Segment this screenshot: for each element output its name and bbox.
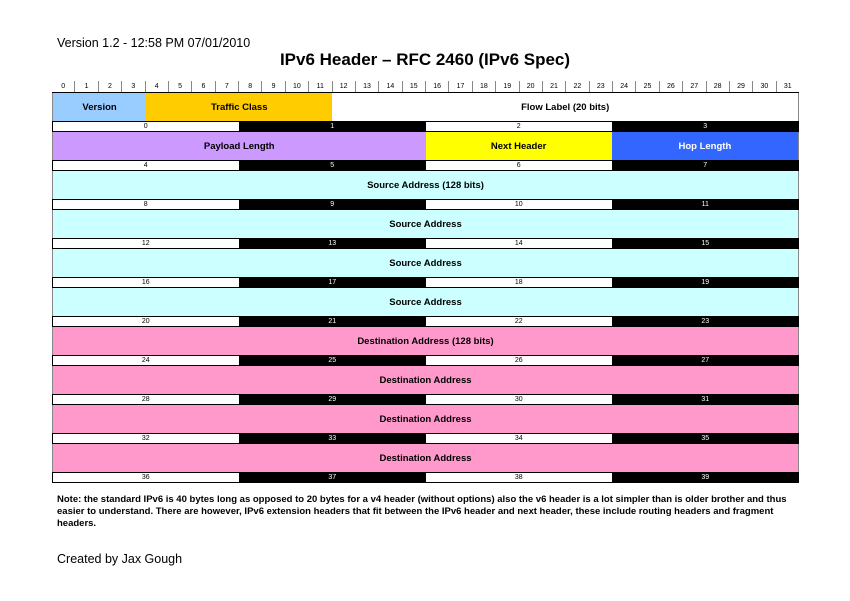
ipv6-header-diagram: [52, 81, 799, 483]
header-field: Source Address (128 bits): [53, 171, 798, 199]
version-label: Version 1.2 - 12:58 PM 07/01/2010: [57, 36, 251, 50]
byte-offset-label: 37: [239, 472, 426, 483]
byte-offset-label: 23: [612, 316, 800, 327]
field-row: [52, 327, 799, 355]
byte-offset-label: 11: [612, 199, 800, 210]
byte-offset-label: 39: [612, 472, 800, 483]
bit-label: 27: [683, 81, 706, 92]
page-title: IPv6 Header – RFC 2460 (IPv6 Spec): [279, 50, 571, 69]
bit-label: 1: [75, 81, 98, 92]
bit-label: 16: [426, 81, 449, 92]
byte-offset-label: 28: [52, 394, 239, 405]
bit-label: 4: [146, 81, 169, 92]
byte-offset-label: 14: [425, 238, 612, 249]
byte-offset-row: [52, 121, 799, 132]
byte-offset-label: 25: [239, 355, 426, 366]
bit-label: 23: [590, 81, 613, 92]
byte-offset-label: 9: [239, 199, 426, 210]
bit-label: 31: [783, 83, 792, 90]
byte-offset-label: 17: [239, 277, 426, 288]
byte-offset-row: [52, 238, 799, 249]
byte-offset-label: 20: [52, 316, 239, 327]
byte-offset-label: 30: [425, 394, 612, 405]
byte-offset-label: 13: [239, 238, 426, 249]
header-field: Hop Length: [612, 132, 798, 160]
bit-label: 5: [169, 81, 192, 92]
byte-offset-label: 35: [612, 433, 800, 444]
bit-label: 30: [753, 81, 776, 92]
bit-label: 18: [473, 81, 496, 92]
bit-label: 7: [216, 81, 239, 92]
byte-offset-label: 32: [52, 433, 239, 444]
bit-label: 9: [262, 81, 285, 92]
byte-offset-row: [52, 394, 799, 405]
header-field: Destination Address: [53, 366, 798, 394]
bit-label: 20: [520, 81, 543, 92]
bit-label: 10: [286, 81, 309, 92]
bit-label: 24: [613, 81, 636, 92]
bit-label: 3: [122, 81, 145, 92]
bit-label: 15: [403, 81, 426, 92]
byte-offset-label: 10: [425, 199, 612, 210]
byte-offset-label: 15: [612, 238, 800, 249]
byte-offset-row: [52, 355, 799, 366]
byte-offset-row: [52, 433, 799, 444]
bit-ruler: [52, 81, 799, 93]
byte-offset-label: 26: [425, 355, 612, 366]
byte-offset-label: 3: [612, 121, 800, 132]
bit-label: 14: [379, 81, 402, 92]
byte-offset-label: 12: [52, 238, 239, 249]
byte-offset-label: 24: [52, 355, 239, 366]
byte-offset-label: 4: [52, 160, 239, 171]
byte-offset-row: [52, 199, 799, 210]
field-row: [52, 366, 799, 394]
bit-label: 25: [636, 81, 659, 92]
byte-offset-row: [52, 316, 799, 327]
byte-offset-label: 8: [52, 199, 239, 210]
bit-label: 13: [356, 81, 379, 92]
byte-offset-label: 34: [425, 433, 612, 444]
header-field: Destination Address (128 bits): [53, 327, 798, 355]
header-field: Next Header: [426, 132, 612, 160]
byte-offset-label: 0: [52, 121, 239, 132]
bit-label: 26: [660, 81, 683, 92]
byte-offset-label: 22: [425, 316, 612, 327]
header-field: Version: [53, 93, 146, 121]
bit-label: 21: [543, 81, 566, 92]
header-field: Destination Address: [53, 405, 798, 433]
byte-offset-label: 18: [425, 277, 612, 288]
byte-offset-label: 29: [239, 394, 426, 405]
header-rows: [52, 93, 799, 483]
field-row: [52, 171, 799, 199]
byte-offset-row: [52, 472, 799, 483]
bit-label: 6: [192, 81, 215, 92]
byte-offset-label: 2: [425, 121, 612, 132]
bit-label: 8: [239, 81, 262, 92]
byte-offset-row: [52, 277, 799, 288]
bit-label: 2: [99, 81, 122, 92]
byte-offset-label: 1: [239, 121, 426, 132]
bit-label: 0: [52, 81, 75, 92]
bit-label: 28: [707, 81, 730, 92]
byte-offset-label: 19: [612, 277, 800, 288]
byte-offset-label: 31: [612, 394, 800, 405]
header-field: Traffic Class: [146, 93, 332, 121]
field-row: [52, 132, 799, 160]
field-row: [52, 444, 799, 472]
bit-label: 22: [566, 81, 589, 92]
header-field: Destination Address: [53, 444, 798, 472]
header-field: Payload Length: [53, 132, 426, 160]
bit-label: 11: [309, 81, 332, 92]
byte-offset-label: 5: [239, 160, 426, 171]
field-row: [52, 288, 799, 316]
header-field: Source Address: [53, 210, 798, 238]
header-field: Flow Label (20 bits): [332, 93, 798, 121]
header-field: Source Address: [53, 288, 798, 316]
byte-offset-label: 27: [612, 355, 800, 366]
footnote: Note: the standard IPv6 is 40 bytes long as opposed to 20 bytes for a v4 header (without options) also the v6 header is a lot simpler than is older brother and thus easier to understand. There are however, IPv6 extension headers that fit between the IPv6 header and next header, these include routing headers and fragment headers.: [57, 494, 787, 529]
bit-label: 17: [449, 81, 472, 92]
byte-offset-label: 36: [52, 472, 239, 483]
byte-offset-row: [52, 160, 799, 171]
field-row: [52, 405, 799, 433]
byte-offset-label: 33: [239, 433, 426, 444]
field-row: [52, 249, 799, 277]
bit-label: 29: [730, 81, 753, 92]
field-row: [52, 210, 799, 238]
bit-label: 12: [333, 81, 356, 92]
header-field: Source Address: [53, 249, 798, 277]
byte-offset-label: 38: [425, 472, 612, 483]
byte-offset-label: 6: [425, 160, 612, 171]
author-credit: Created by Jax Gough: [57, 552, 183, 566]
field-row: [52, 93, 799, 121]
bit-label: 19: [496, 81, 519, 92]
byte-offset-label: 7: [612, 160, 800, 171]
byte-offset-label: 21: [239, 316, 426, 327]
byte-offset-label: 16: [52, 277, 239, 288]
